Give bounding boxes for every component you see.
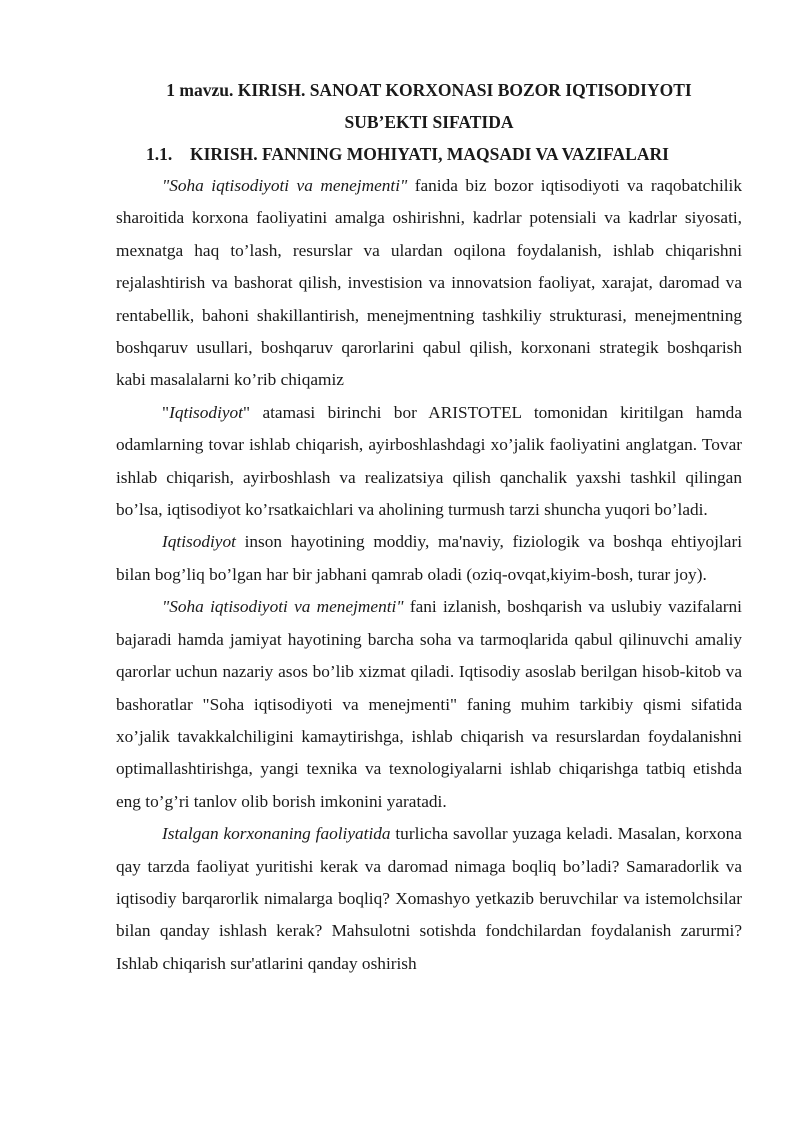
section-number: 1.1.: [146, 144, 173, 164]
paragraph: [116, 170, 742, 397]
section-heading: [146, 138, 742, 170]
paragraph-text: turlicha savollar yuzaga keladi. Masalan, korxona qay tarzda faoliyat yuritishi kerak va daromad nimaga boqliq bo’ladi? Samaradorlik va iqtisodiy barqarorlik nimalarga boqliq? Xomashyo yetkazib beruvchilar va istemolchsilar bilan qanday ishlash kerak? Mahsulotni sotishda fondchilardan foydalanish zarurmi? Ishlab chiqarish sur'atlarini qanday oshirish: [116, 824, 742, 973]
paragraph-lead: Iqtisodiyot: [169, 402, 243, 422]
title-line-1: 1 mavzu. KIRISH. SANOAT KORXONASI BOZOR IQTISODIYOTI: [166, 80, 692, 100]
paragraph-text: " atamasi birinchi bor ARISTOTEL tomonidan kiritilgan hamda odamlarning tovar ishlab chiqarish, ayirboshlashdagi xo’jalik faoliyatini anglatgan. Tovar ishlab chiqarish, ayirboshlash va realizatsiya qilish qanchalik yaxshi tashkil qilingan bo’lsa, iqtisodiyot ko’rsatkaichlari va aholining turmush tarzi shuncha yuqori bo’ladi.: [116, 402, 742, 520]
paragraph-lead: Istalgan korxonaning faoliyatida: [162, 824, 391, 844]
paragraph-lead: "Soha iqtisodiyoti va menejmenti": [162, 597, 404, 617]
section-title: KIRISH. FANNING MOHIYATI, MAQSADI VA VAZIFALARI: [190, 144, 669, 164]
paragraph-lead: "Soha iqtisodiyoti va menejmenti": [162, 176, 408, 195]
document-title: [116, 74, 742, 138]
paragraph: [116, 397, 742, 527]
title-line-2: SUB’EKTI SIFATIDA: [344, 112, 514, 132]
paragraph-lead: Iqtisodiyot: [162, 532, 236, 552]
paragraph: [116, 591, 742, 818]
paragraph: [116, 526, 742, 591]
paragraph-text: fanida biz bozor iqtisodiyoti va raqobatchilik sharoitida korxona faoliyatini amalga oshirishni, kadrlar potensiali va kadrlar siyosati, mexnatga haq to’lash, resurslar va ulardan oqilona foydalanish, ishlab chiqarishni rejalashtirish va bashorat qilish, investision va innovatsion faoliyat, xarajat, daromad va rentabellik, bahoni shakillantirish, menejmentning tashkiliy strukturasi, menejmentning boshqaruv usullari, boshqaruv qarorlarini qabul qilish, korxonani strategik boshqarish kabi masalalarni ko’rib chiqamiz: [116, 176, 742, 390]
paragraph: [116, 818, 742, 980]
paragraph-text: fani izlanish, boshqarish va uslubiy vazifalarni bajaradi hamda jamiyat hayotining barcha soha va tarmoqlarida qabul qilinuvchi amaliy qarorlar uchun nazariy asos bo’lib xizmat qiladi. Iqtisodiy asoslab berilgan hisob-kitob va bashoratlar "Soha iqtisodiyoti va menejmenti" faning muhim tarkibiy qismi sifatida xo’jalik tavakkalchiligini kamaytirishga, ishlab chiqarish va resurslardan foydalanishni optimallashtirishga, yangi texnika va texnologiyalarni ishlab chiqarishga tatbiq etishda eng to’g’ri tanlov olib borish imkonini yaratadi.: [116, 597, 742, 811]
paragraph-text: inson hayotining moddiy, ma'naviy, fiziologik va boshqa ehtiyojlari bilan bog’liq bo’lgan har bir jabhani qamrab oladi (oziq-ovqat,kiyim-bosh, turar joy).: [116, 532, 742, 584]
paragraph-lead-quote: ": [162, 402, 170, 422]
